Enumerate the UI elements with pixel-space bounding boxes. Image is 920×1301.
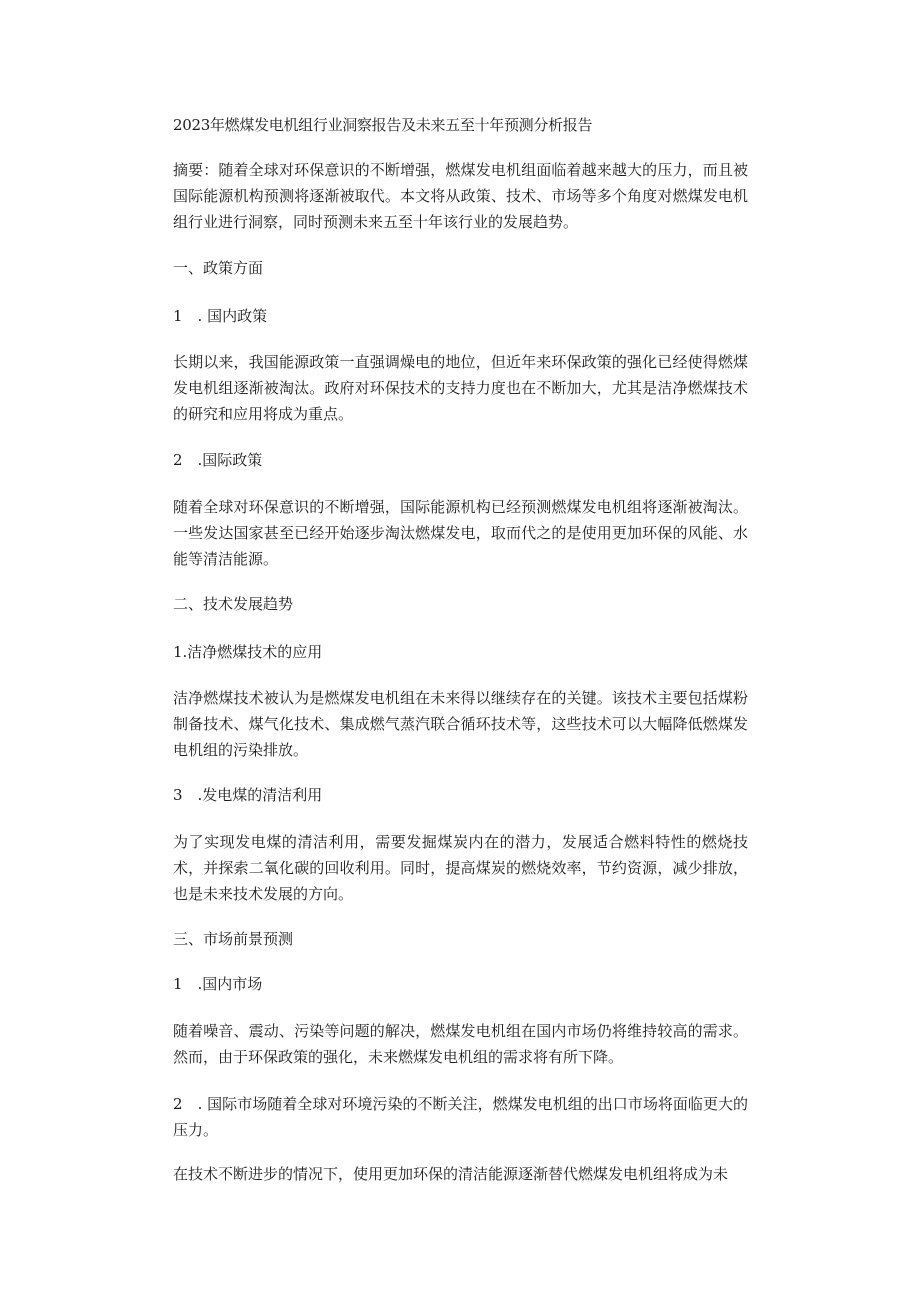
document-title: 2023年燃煤发电机组行业洞察报告及未来五至十年预测分析报告 xyxy=(173,116,593,134)
paragraph-domestic-market: 随着噪音、震动、污染等问题的解决，燃煤发电机组在国内市场仍将维持较高的需求。然而，由于环保政策的强化，未来燃煤发电机组的需求将有所下降。 xyxy=(173,1022,748,1066)
subheading-clean-utilization: 3 .发电煤的清洁利用 xyxy=(173,786,323,804)
section-heading-technology: 二、技术发展趋势 xyxy=(173,595,294,613)
abstract-paragraph: 摘要：随着全球对环保意识的不断增强，燃煤发电机组面临着越来越大的压力，而且被国际能源机构预测将逐渐被取代。本文将从政策、技术、市场等多个角度对燃煤发电机组行业进行洞察，同时预测未来五至十年该行业的发展趋势。 xyxy=(173,161,748,231)
paragraph-conclusion: 在技术不断进步的情况下，使用更加环保的清洁能源逐渐替代燃煤发电机组将成为未 xyxy=(173,1165,729,1183)
subheading-domestic-policy: 1 . 国内政策 xyxy=(173,307,268,325)
paragraph-clean-coal: 洁净燃煤技术被认为是燃煤发电机组在未来得以继续存在的关键。该技术主要包括煤粉制备技术、煤气化技术、集成燃气蒸汽联合循环技术等，这些技术可以大幅降低燃煤发电机组的污染排放。 xyxy=(173,689,748,759)
subheading-clean-coal: 1.洁净燃煤技术的应用 xyxy=(173,643,323,661)
section-heading-policy: 一、政策方面 xyxy=(173,259,264,277)
paragraph-clean-utilization: 为了实现发电煤的清洁利用，需要发掘煤炭内在的潜力，发展适合燃料特性的燃烧技术，并探索二氧化碳的回收利用。同时，提高煤炭的燃烧效率，节约资源，减少排放，也是未来技术发展的方向。 xyxy=(173,833,748,903)
paragraph-international-policy: 随着全球对环保意识的不断增强，国际能源机构已经预测燃煤发电机组将逐渐被淘汰。一些发达国家甚至已经开始逐步淘汰燃煤发电，取而代之的是使用更加环保的风能、水能等清洁能源。 xyxy=(173,498,748,568)
section-heading-market: 三、市场前景预测 xyxy=(173,930,294,948)
subheading-domestic-market: 1 .国内市场 xyxy=(173,975,263,993)
paragraph-domestic-policy: 长期以来，我国能源政策一直强调燥电的地位，但近年来环保政策的强化已经使得燃煤发电机组逐渐被淘汰。政府对环保技术的支持力度也在不断加大，尤其是洁净燃煤技术的研究和应用将成为重点。 xyxy=(173,353,748,423)
paragraph-international-market: 2 . 国际市场随着全球对环境污染的不断关注，燃煤发电机组的出口市场将面临更大的压力。 xyxy=(173,1095,748,1139)
subheading-international-policy: 2 .国际政策 xyxy=(173,451,263,469)
